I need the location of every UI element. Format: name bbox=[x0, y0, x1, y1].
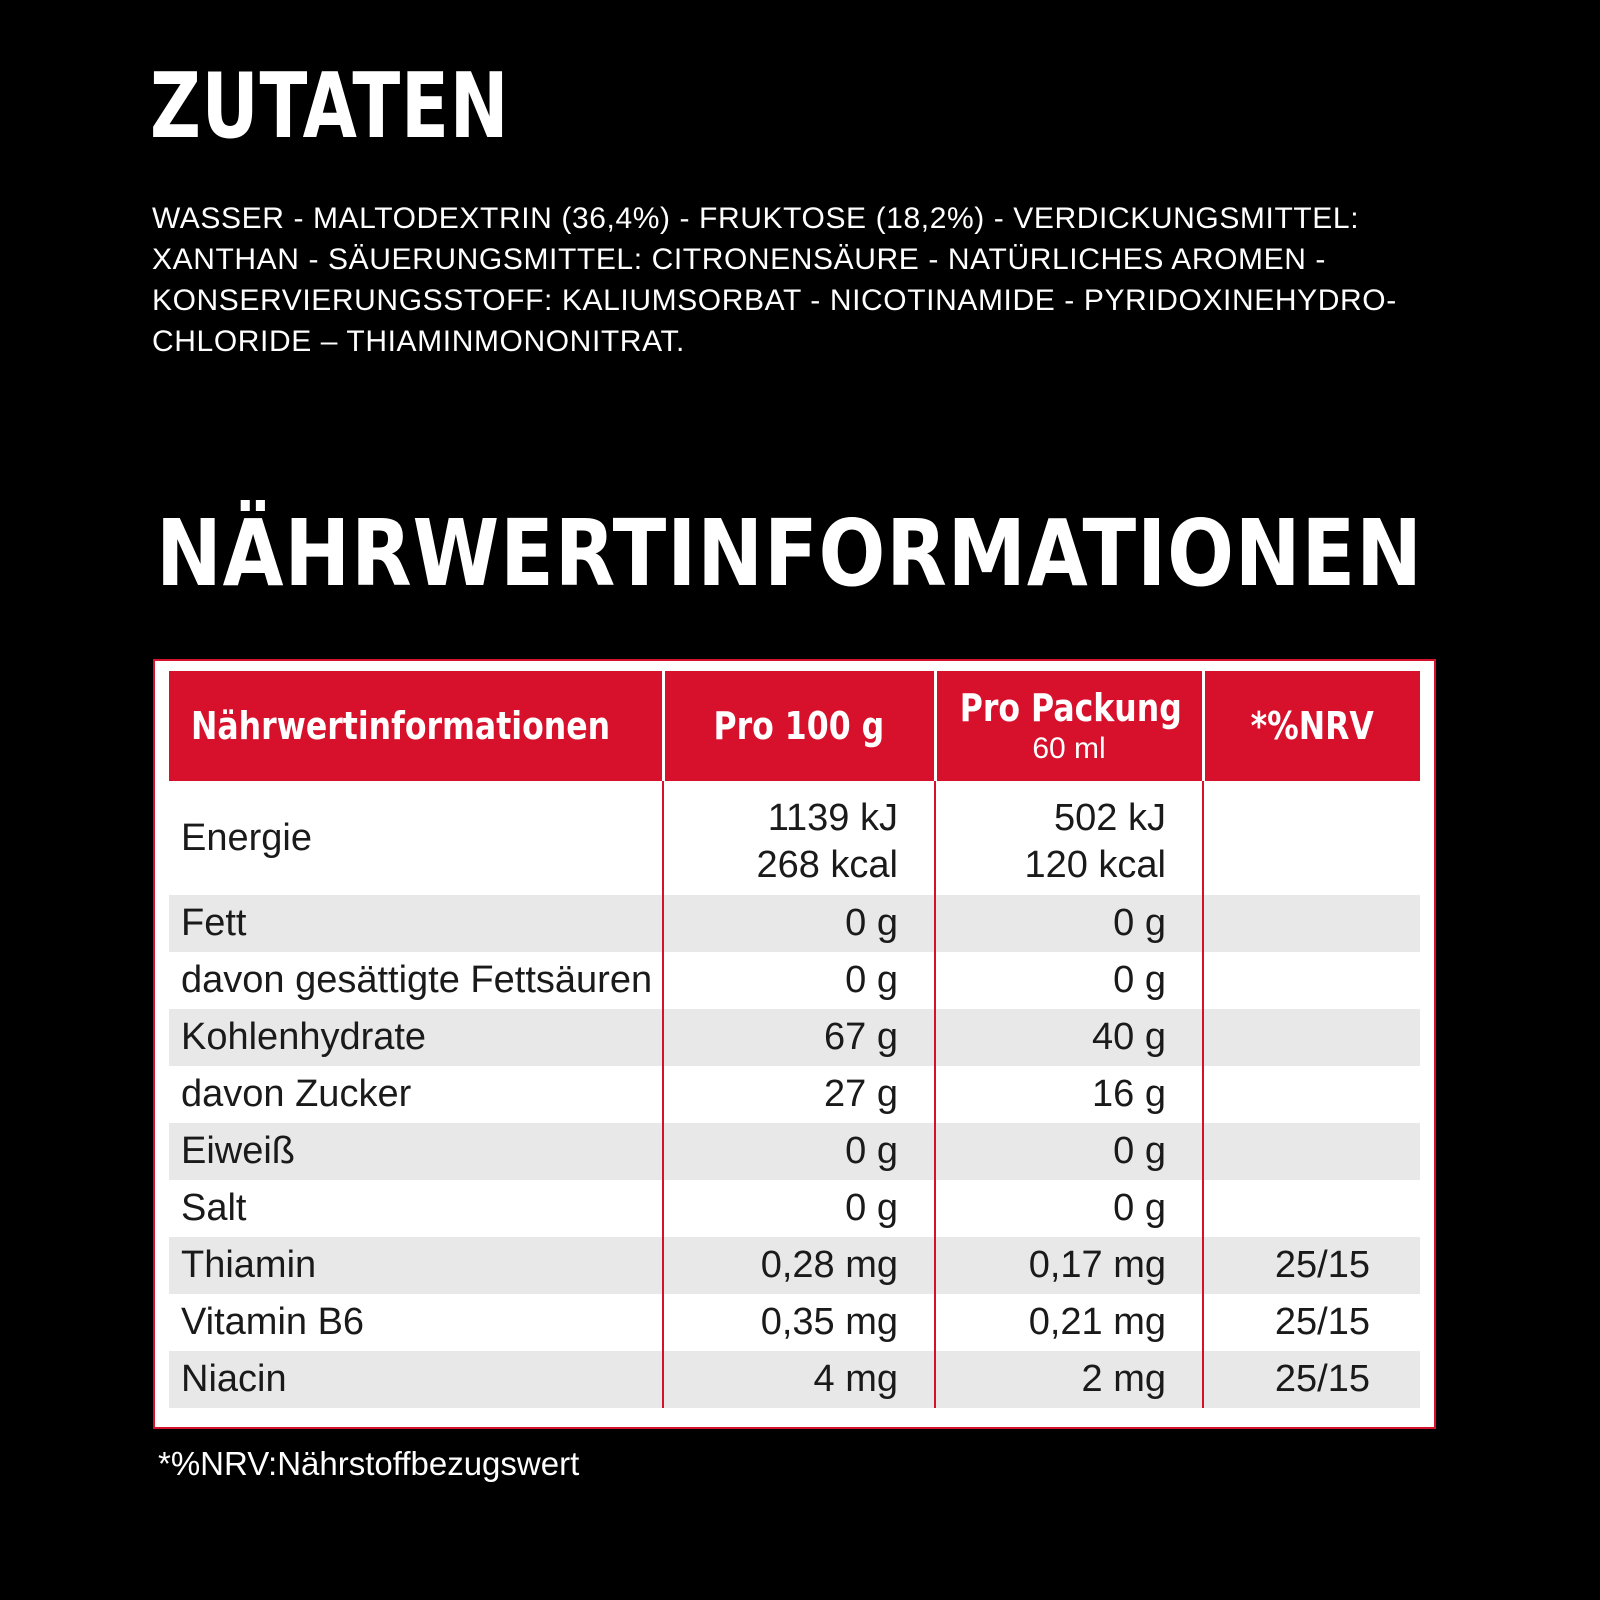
ingredients-line: KONSERVIERUNGSSTOFF: KALIUMSORBAT - NICOTINAMIDE - PYRIDOXINEHYDRO- bbox=[152, 284, 1397, 317]
header-per-100g: Pro 100 g bbox=[663, 671, 935, 781]
header-per-pack: Pro Packung 60 ml bbox=[935, 671, 1203, 781]
table-row bbox=[169, 952, 1420, 1009]
table-row bbox=[169, 1237, 1420, 1294]
row-name: Eiweiß bbox=[169, 1123, 663, 1180]
row-per-pack: 0,21 mg bbox=[935, 1294, 1203, 1351]
row-per-100g: 0 g bbox=[663, 1123, 935, 1180]
row-per-100g: 27 g bbox=[663, 1066, 935, 1123]
table-row bbox=[169, 1009, 1420, 1066]
table-row bbox=[169, 1066, 1420, 1123]
row-name: Kohlenhydrate bbox=[169, 1009, 663, 1066]
row-nrv bbox=[1203, 952, 1420, 1009]
nrv-footnote: *%NRV:Nährstoffbezugswert bbox=[158, 1445, 580, 1482]
row-per-pack: 502 kJ 120 kcal bbox=[935, 781, 1203, 895]
row-nrv bbox=[1203, 781, 1420, 895]
header-per-pack-volume: 60 ml bbox=[1032, 732, 1106, 765]
row-per-pack: 0,17 mg bbox=[935, 1237, 1203, 1294]
row-nrv bbox=[1203, 1066, 1420, 1123]
row-per-100g: 0,35 mg bbox=[663, 1294, 935, 1351]
nutrition-table bbox=[169, 671, 1420, 1408]
ingredients-line: WASSER - MALTODEXTRIN (36,4%) - FRUKTOSE (18,2%) - VERDICKUNGSMITTEL: bbox=[152, 202, 1360, 235]
row-per-pack: 16 g bbox=[935, 1066, 1203, 1123]
ingredients-title: ZUTATEN bbox=[150, 54, 510, 159]
nutrition-table-frame bbox=[153, 659, 1436, 1429]
row-per-100g: 0 g bbox=[663, 1180, 935, 1237]
table-row bbox=[169, 1294, 1420, 1351]
row-per-pack: 0 g bbox=[935, 952, 1203, 1009]
row-name: Fett bbox=[169, 895, 663, 952]
table-row bbox=[169, 781, 1420, 895]
row-name: davon gesättigte Fettsäuren bbox=[181, 959, 653, 1001]
row-name: Vitamin B6 bbox=[181, 1301, 365, 1343]
ingredients-line: CHLORIDE – THIAMINMONONITRAT. bbox=[152, 325, 685, 358]
ingredients-text bbox=[152, 198, 1452, 362]
table-row bbox=[169, 1123, 1420, 1180]
row-nrv: 25/15 bbox=[1203, 1294, 1420, 1351]
table-row bbox=[169, 895, 1420, 952]
row-per-100g: 4 mg bbox=[663, 1351, 935, 1408]
table-row bbox=[169, 1180, 1420, 1237]
row-name: Niacin bbox=[169, 1351, 663, 1408]
row-per-100g: 67 g bbox=[663, 1009, 935, 1066]
nutrition-title: NÄHRWERTINFORMATIONEN bbox=[156, 500, 1423, 607]
row-nrv bbox=[1203, 895, 1420, 952]
row-per-pack: 0 g bbox=[935, 1123, 1203, 1180]
row-name: Salt bbox=[181, 1187, 247, 1229]
row-nrv bbox=[1203, 1009, 1420, 1066]
row-nrv bbox=[1203, 1123, 1420, 1180]
row-nrv: 25/15 bbox=[1203, 1351, 1420, 1408]
row-per-100g: 1139 kJ 268 kcal bbox=[663, 781, 935, 895]
table-header-row bbox=[169, 671, 1420, 781]
row-per-100g: 0,28 mg bbox=[663, 1237, 935, 1294]
row-per-100g: 0 g bbox=[663, 952, 935, 1009]
row-per-100g: 0 g bbox=[663, 895, 935, 952]
header-name: Nährwertinformationen bbox=[169, 671, 663, 781]
row-per-pack: 0 g bbox=[935, 1180, 1203, 1237]
row-name: Thiamin bbox=[169, 1237, 663, 1294]
table-row bbox=[169, 1351, 1420, 1408]
row-nrv bbox=[1203, 1180, 1420, 1237]
row-per-pack: 2 mg bbox=[935, 1351, 1203, 1408]
row-per-pack: 0 g bbox=[935, 895, 1203, 952]
row-name: Energie bbox=[181, 816, 312, 859]
ingredients-line: XANTHAN - SÄUERUNGSMITTEL: CITRONENSÄURE - NATÜRLICHES AROMEN - bbox=[152, 243, 1327, 276]
row-nrv: 25/15 bbox=[1203, 1237, 1420, 1294]
header-nrv: *%NRV bbox=[1203, 671, 1420, 781]
row-name: davon Zucker bbox=[181, 1073, 412, 1115]
row-per-pack: 40 g bbox=[935, 1009, 1203, 1066]
